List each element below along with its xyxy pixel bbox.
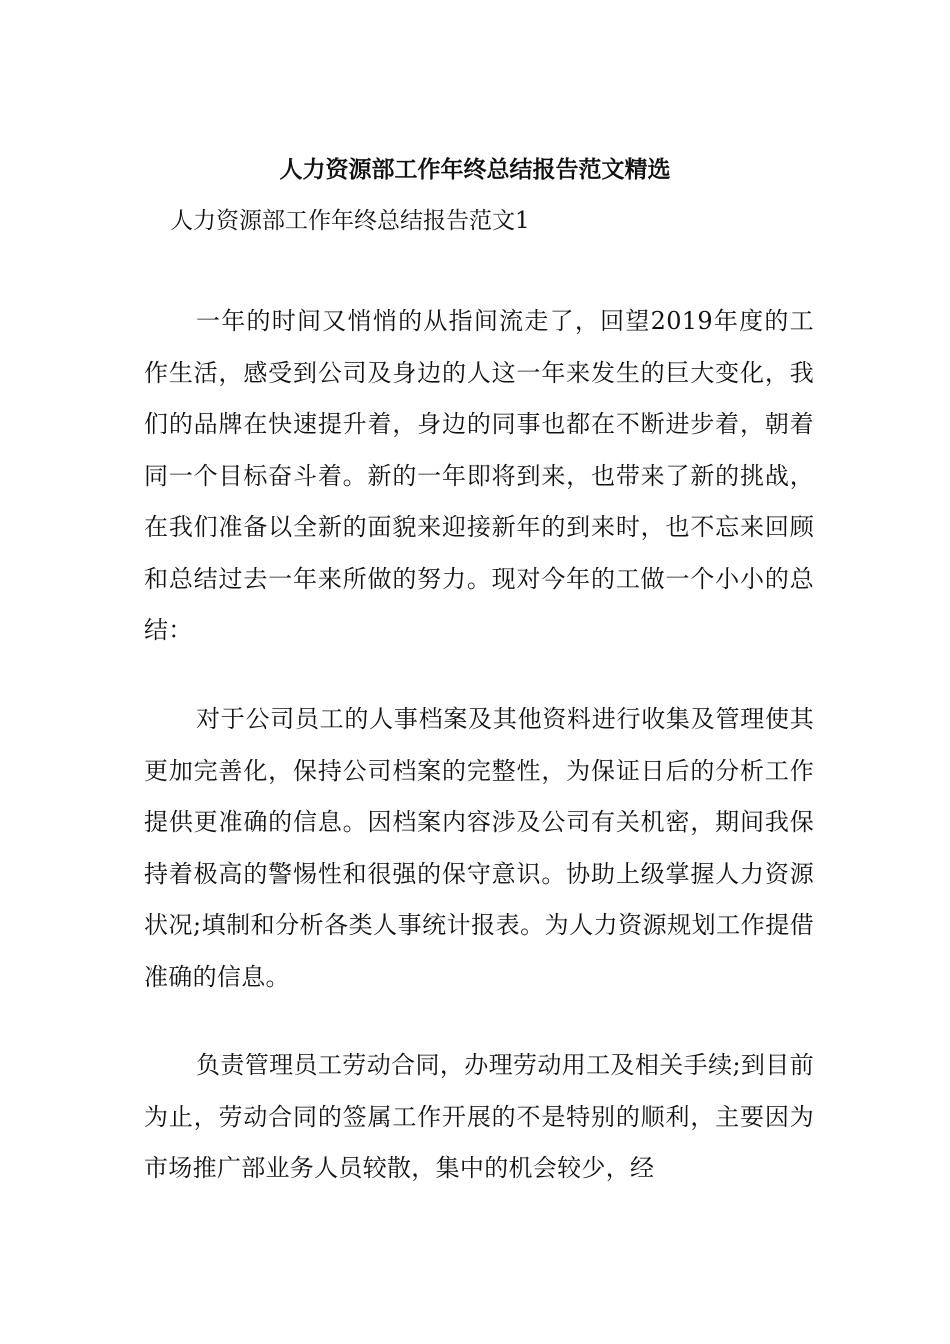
document-title: 人力资源部工作年终总结报告范文精选	[279, 156, 671, 183]
paragraph-1: 一年的时间又悄悄的从指间流走了，回望2019年度的工作生活，感受到公司及身边的人这一年来发生的巨大变化，我们的品牌在快速提升着，身边的同事也都在不断进步着，朝着同一个目标奋斗着。新的一年即将到来，也带来了新的挑战，在我们准备以全新的面貌来迎接新年的到来时，也不忘来回顾和总结过去一年来所做的努力。现对今年的工做一个小小的总结：	[144, 307, 814, 644]
paragraph-3: 负责管理员工劳动合同，办理劳动用工及相关手续;到目前为止，劳动合同的签属工作开展的不是特别的顺利，主要因为市场推广部业务人员较散，集中的机会较少，经	[144, 1051, 814, 1182]
paragraph-2: 对于公司员工的人事档案及其他资料进行收集及管理使其更加完善化，保持公司档案的完整性，为保证日后的分析工作提供更准确的信息。因档案内容涉及公司有关机密，期间我保持着极高的警惕性和很强的保守意识。协助上级掌握人力资源状况;填制和分析各类人事统计报表。为人力资源规划工作提借准确的信息。	[144, 705, 814, 991]
document-subtitle: 人力资源部工作年终总结报告范文1	[170, 208, 530, 234]
